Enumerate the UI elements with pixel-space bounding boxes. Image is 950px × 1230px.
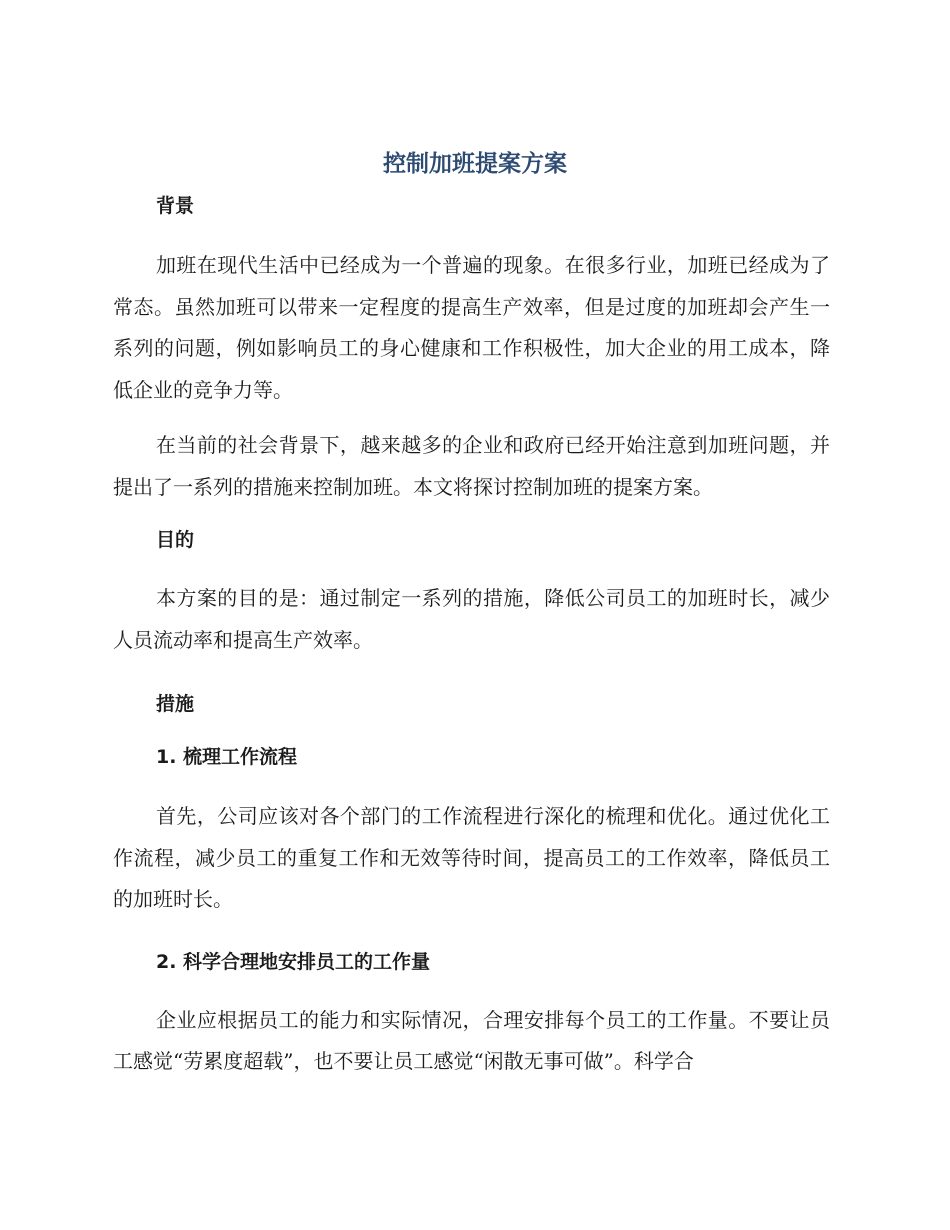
section-heading-goal: 目的 bbox=[156, 529, 195, 551]
section-heading-measures: 措施 bbox=[156, 693, 195, 715]
subheading-measure-1: 1. 梳理工作流程 bbox=[156, 746, 298, 768]
subheading-measure-2: 2. 科学合理地安排员工的工作量 bbox=[156, 950, 431, 973]
paragraph-goal: 本方案的目的是：通过制定一系列的措施，降低公司员工的加班时长，减少人员流动率和提高生产效率。 bbox=[113, 586, 830, 652]
paragraph-background-2: 在当前的社会背景下，越来越多的企业和政府已经开始注意到加班问题，并提出了一系列的措施来控制加班。本文将探讨控制加班的提案方案。 bbox=[113, 433, 830, 499]
paragraph-measure-2: 企业应根据员工的能力和实际情况，合理安排每个员工的工作量。不要让员工感觉“劳累度超载”，也不要让员工感觉“闲散无事可做”。科学合 bbox=[113, 1007, 830, 1073]
paragraph-measure-1: 首先，公司应该对各个部门的工作流程进行深化的梳理和优化。通过优化工作流程，减少员工的重复工作和无效等待时间，提高员工的工作效率，降低员工的加班时长。 bbox=[113, 804, 830, 911]
document-body bbox=[113, 191, 830, 1083]
section-heading-background: 背景 bbox=[156, 195, 195, 217]
document-title: 控制加班提案方案 bbox=[383, 151, 567, 177]
paragraph-background-1: 加班在现代生活中已经成为一个普遍的现象。在很多行业，加班已经成为了常态。虽然加班可以带来一定程度的提高生产效率，但是过度的加班却会产生一系列的问题，例如影响员工的身心健康和工作积极性，加大企业的用工成本，降低企业的竞争力等。 bbox=[113, 253, 830, 402]
